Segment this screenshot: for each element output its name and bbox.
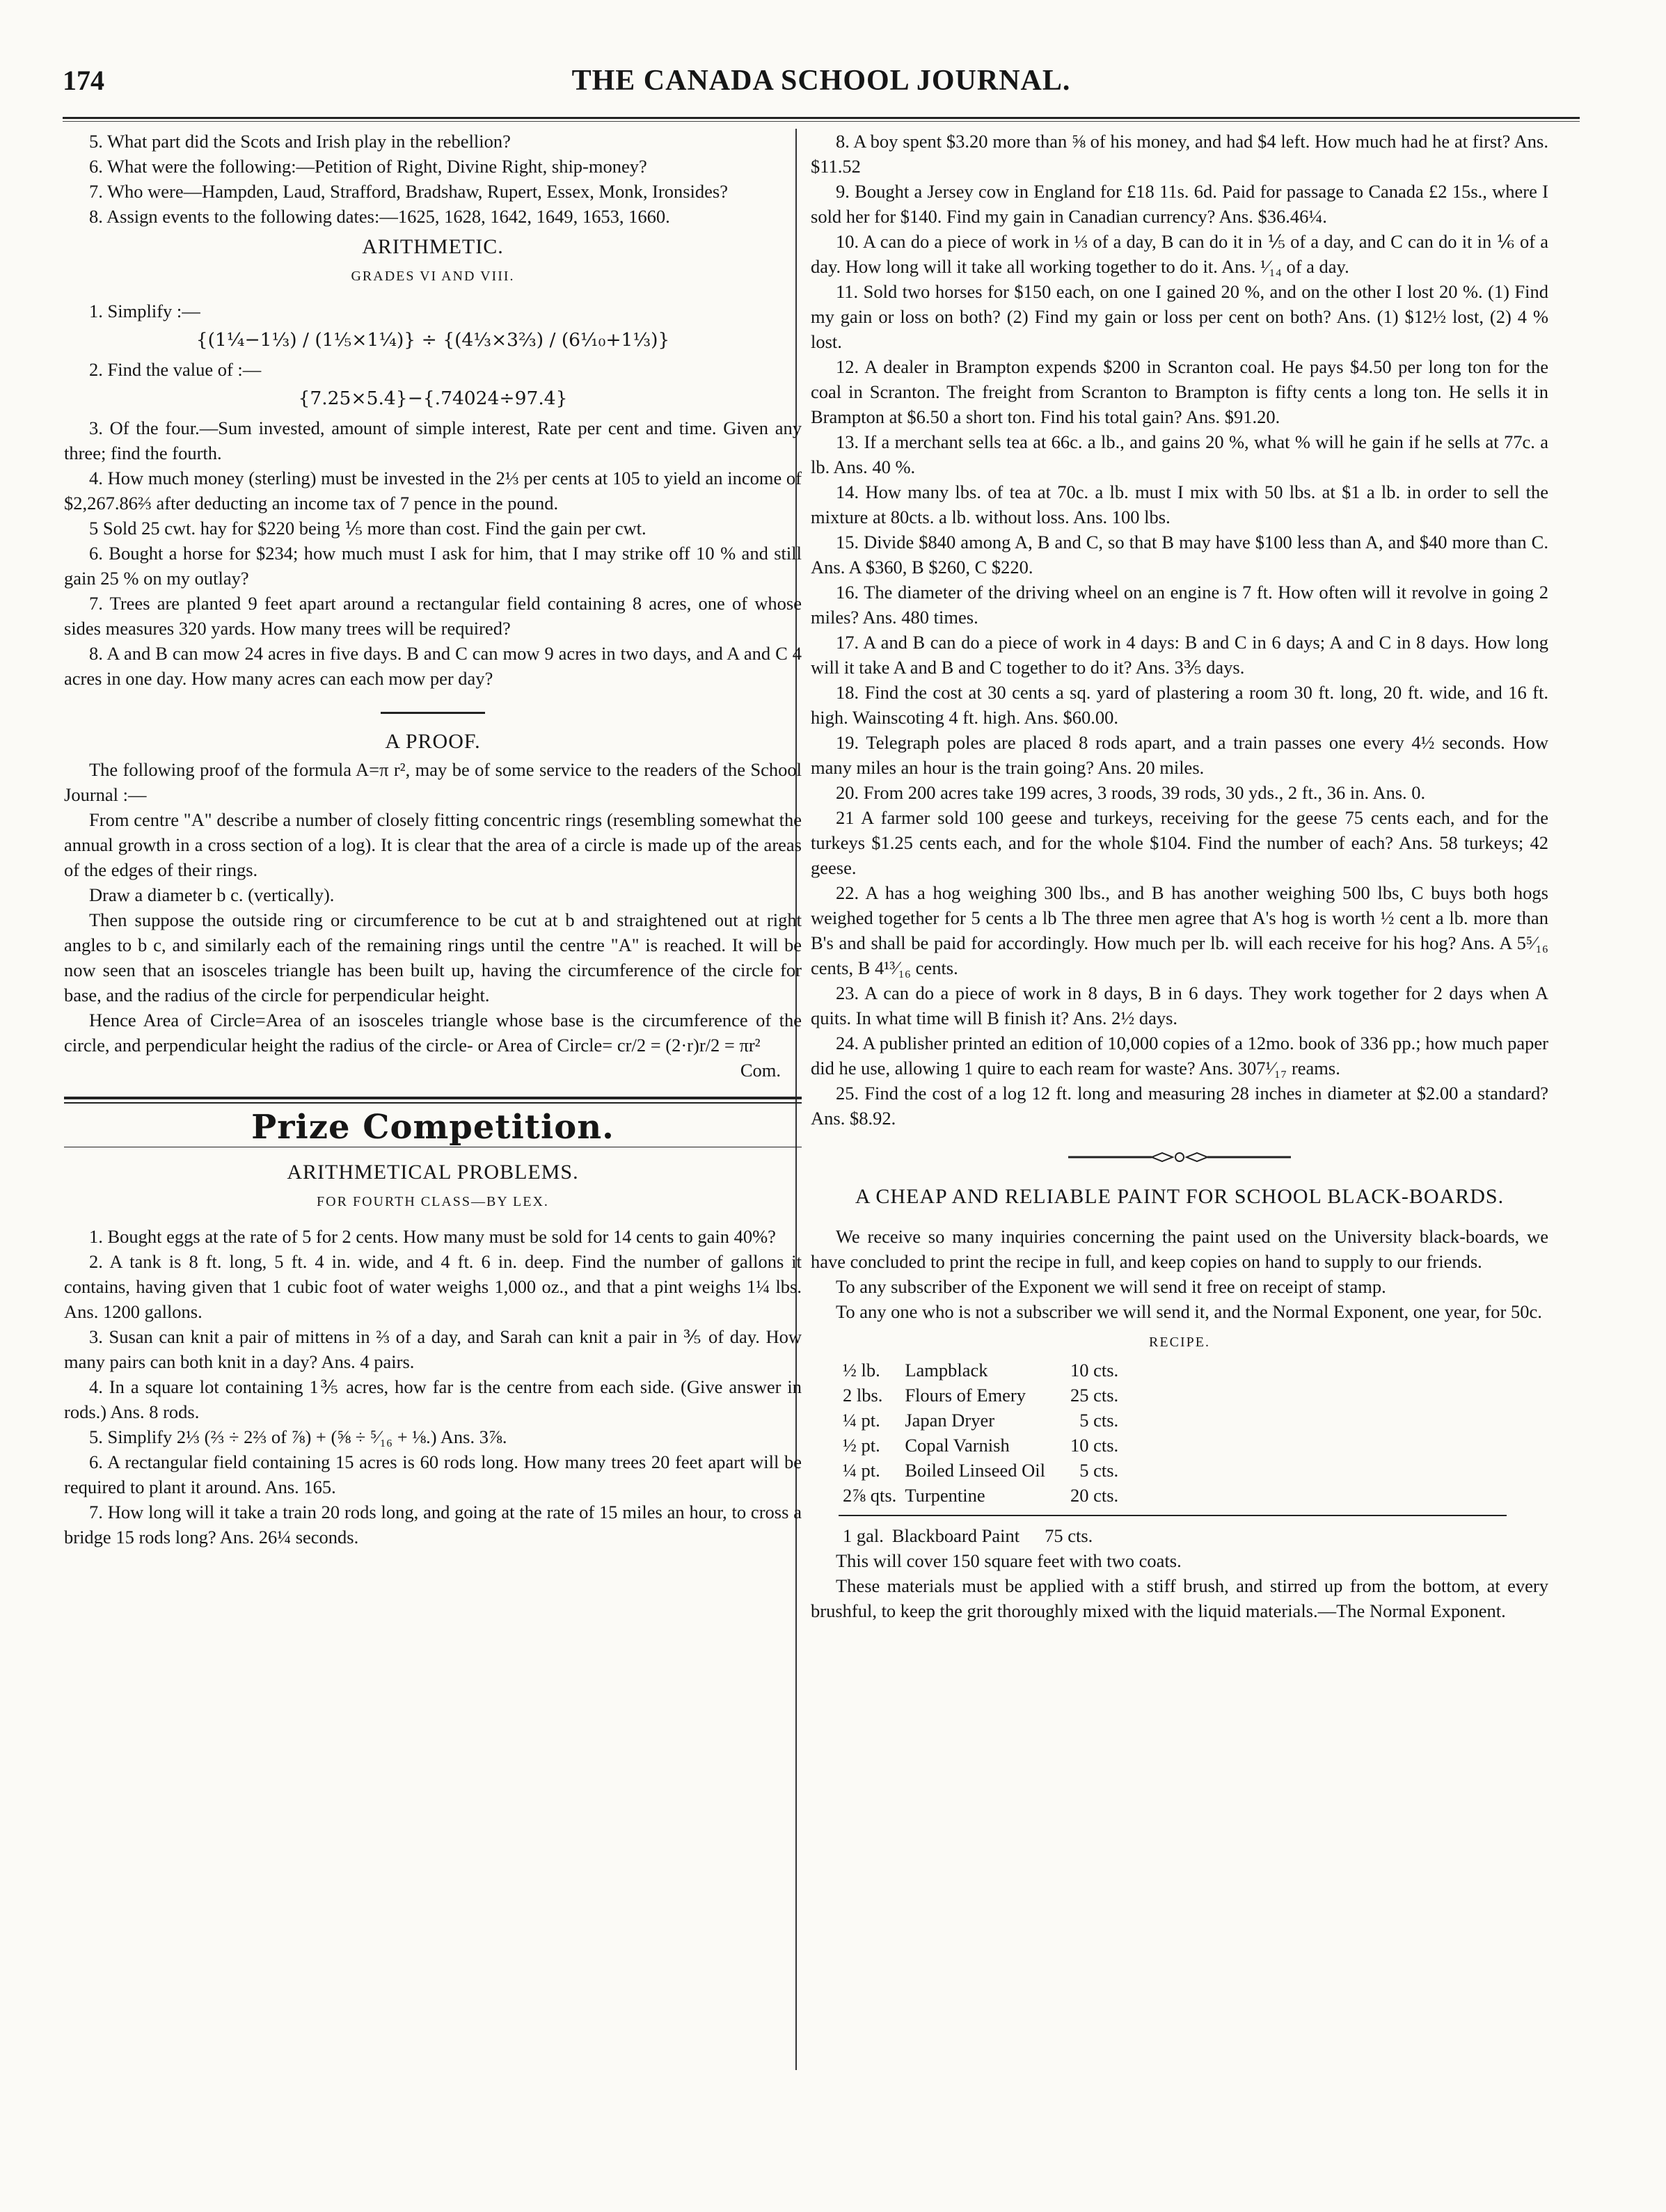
arithmetic-item: 6. Bought a horse for $234; how much must I ask for him, that I may strike off 10 % and still gain 25 % on my outlay?: [64, 543, 802, 589]
problem-item: 1. Bought eggs at the rate of 5 for 2 cents. How many must be sold for 14 cents to gain 40%?: [89, 1226, 776, 1247]
problem-item: 11. Sold two horses for $150 each, on one I gained 20 %, and on the other I lost 20 %. (1) Find my gain or loss on both? (2) Find my gain or loss per cent on both? Ans. (1) $12½ lost, (2) 4 % lost.: [811, 281, 1548, 352]
recipe-item: Boiled Linseed Oil: [905, 1460, 1045, 1481]
recipe-item: Japan Dryer: [905, 1410, 995, 1431]
proof-paragraph: Draw a diameter b c. (vertically).: [89, 884, 335, 905]
problem-item: 24. A publisher printed an edition of 10,000 copies of a 12mo. book of 336 pp.; how much paper did he use, allowing 1 quire to each ream for waste? Ans. 307¹⁄₁₇ reams.: [811, 1033, 1548, 1079]
recipe-qty: 2⅞ qts.: [843, 1485, 897, 1506]
arithmetic-item: 5 Sold 25 cwt. hay for $220 being ⅕ more than cost. Find the gain per cwt.: [89, 518, 646, 539]
recipe-item: Lampblack: [905, 1360, 988, 1380]
arithmetic-item: 2. Find the value of :—: [89, 359, 262, 380]
prize-competition-title: Prize Competition.: [251, 1108, 614, 1147]
recipe-row: [839, 1483, 1122, 1508]
problem-item: 5. Simplify 2⅓ (⅔ ÷ 2⅔ of ⅞) + (⅝ ÷ ⁵⁄₁₆ + ⅛.) Ans. 3⅞.: [89, 1426, 507, 1447]
ornament-icon: [1068, 1150, 1291, 1164]
problem-item: 21 A farmer sold 100 geese and turkeys, receiving for the geese 75 cents each, and for the turkeys $1.25 cents each, and for the whole $104. Find the number of each? Ans. 58 turkeys; 42 geese.: [811, 807, 1548, 878]
problems-subheading: FOR FOURTH CLASS—BY LEX.: [317, 1194, 549, 1209]
recipe-total: [839, 1523, 1097, 1548]
arithmetic-item: 8. A and B can mow 24 acres in five days. B and C can mow 9 acres in two days, and A and C 4 acres in one day. How many acres can each mow per day?: [64, 643, 802, 689]
proof-paragraph: Hence Area of Circle=Area of an isosceles triangle whose base is the circumference of the circle, and perpendicular height the radius of the circle- or Area of Circle= cr/2 = (2·r)r/2 = πr²: [64, 1010, 802, 1056]
history-item: 5. What part did the Scots and Irish play in the rebellion?: [89, 131, 511, 152]
proof-paragraph: Then suppose the outside ring or circumference to be cut at b and straightened out at right angles to b c, and similarly each of the remaining rings until the centre "A" is reached. It will be now seen that an isosceles triangle has been built up, having the circumference of the circle for base, and the radius of the circle for perpendicular height.: [64, 909, 802, 1005]
recipe-price: 5 cts.: [1079, 1460, 1119, 1481]
journal-title: THE CANADA SCHOOL JOURNAL.: [571, 65, 1071, 97]
recipe-sum-rule: [839, 1515, 1507, 1516]
recipe-heading: RECIPE.: [1149, 1335, 1210, 1350]
recipe-item: Turpentine: [905, 1485, 985, 1506]
recipe-qty: ¼ pt.: [843, 1410, 880, 1431]
paint-paragraph: We receive so many inquiries concerning the paint used on the University black-boards, we have concluded to print the recipe in full, and keep copies on hand to supply to our friends.: [811, 1226, 1548, 1272]
problem-item: 2. A tank is 8 ft. long, 5 ft. 4 in. wide, and 4 ft. 6 in. deep. Find the number of gallons it contains, having given that 1 cubic foot of water weighs 1,000 oz., and that a pint weighs 1¼ lbs. Ans. 1200 gallons.: [64, 1251, 802, 1322]
problem-item: 13. If a merchant sells tea at 66c. a lb., and gains 20 %, what % will he gain if he sells at 77c. a lb. Ans. 40 %.: [811, 431, 1548, 477]
problem-item: 14. How many lbs. of tea at 70c. a lb. must I mix with 50 lbs. at $1 a lb. in order to sell the mixture at 80cts. a lb. without loss. Ans. 100 lbs.: [811, 482, 1548, 527]
left-column: [64, 129, 802, 1550]
recipe-row: [839, 1458, 1122, 1483]
recipe-price: 25 cts.: [1070, 1385, 1119, 1406]
problem-item: 23. A can do a piece of work in 8 days, B in 6 days. They work together for 2 days when A quits. In what time will B finish it? Ans. 2½ days.: [811, 982, 1548, 1028]
proof-paragraph: The following proof of the formula A=π r², may be of some service to the readers of the School Journal :—: [64, 759, 802, 805]
arithmetic-heading: ARITHMETIC.: [362, 235, 504, 258]
recipe-item: Blackboard Paint: [891, 1525, 1020, 1546]
recipe-item: Copal Varnish: [905, 1435, 1010, 1456]
problem-item: 20. From 200 acres take 199 acres, 3 roods, 39 rods, 30 yds., 2 ft., 36 in. Ans. 0.: [836, 782, 1426, 803]
recipe-qty: ¼ pt.: [843, 1460, 880, 1481]
recipe-qty: ½ pt.: [843, 1435, 880, 1456]
proof-signature: Com.: [740, 1060, 781, 1081]
problems-heading: ARITHMETICAL PROBLEMS.: [287, 1161, 579, 1184]
page-number: 174: [63, 65, 104, 96]
history-item: 7. Who were—Hampden, Laud, Strafford, Bradshaw, Rupert, Essex, Monk, Ironsides?: [89, 181, 728, 202]
recipe-row: [839, 1433, 1122, 1458]
recipe-price: 20 cts.: [1070, 1485, 1119, 1506]
right-column: [811, 129, 1548, 1623]
problem-item: 12. A dealer in Brampton expends $200 in Scranton coal. He pays $4.50 per long ton for the coal in Scranton. The freight from Scranton to Brampton is fifty cents a long ton. He sells it in Brampton at $6.50 a short ton. Find his total gain? Ans. $91.20.: [811, 356, 1548, 427]
proof-paragraph: From centre "A" describe a number of closely fitting concentric rings (resembling somewhat the annual growth in a cross section of a log). It is clear that the area of a circle is made up of the areas of the edges of their rings.: [64, 809, 802, 880]
ornament-divider: [811, 1146, 1548, 1171]
double-rule: [64, 1097, 802, 1104]
problem-item: 18. Find the cost at 30 cents a sq. yard of plastering a room 30 ft. long, 20 ft. wide, and 16 ft. high. Wainscoting 4 ft. high. Ans. $60.00.: [811, 682, 1548, 728]
recipe-row: [839, 1383, 1122, 1408]
recipe-qty: ½ lb.: [843, 1360, 880, 1380]
section-rule: [381, 712, 485, 714]
recipe-qty: 1 gal.: [843, 1525, 884, 1546]
formula: {7.25×5.4}−{.74024÷97.4}: [298, 388, 568, 409]
problem-item: 15. Divide $840 among A, B and C, so that B may have $100 less than A, and $40 more than C. Ans. A $360, B $260, C $220.: [811, 532, 1548, 578]
recipe-qty: 2 lbs.: [843, 1385, 883, 1406]
header-rule: [63, 117, 1580, 119]
problem-item: 6. A rectangular field containing 15 acres is 60 rods long. How many trees 20 feet apart will be required to plant it around. Ans. 165.: [64, 1451, 802, 1497]
formula: {(1¼−1⅓) / (1⅕×1¼)} ÷ {(4⅓×3⅔) / (6⅒+1⅓)}: [196, 329, 670, 351]
problem-item: 16. The diameter of the driving wheel on an engine is 7 ft. How often will it revolve in going 2 miles? Ans. 480 times.: [811, 582, 1548, 628]
page-header: [63, 64, 1580, 106]
closing-paragraph: These materials must be applied with a stiff brush, and stirred up from the bottom, at every brushful, to keep the grit thoroughly mixed with the liquid materials.—The Normal Exponent.: [811, 1575, 1548, 1621]
problem-item: 9. Bought a Jersey cow in England for £18 11s. 6d. Paid for passage to Canada £2 15s., where I sold her for $140. Find my gain in Canadian currency? Ans. $36.46¼.: [811, 181, 1548, 227]
history-item: 8. Assign events to the following dates:—1625, 1628, 1642, 1649, 1653, 1660.: [89, 206, 670, 227]
arithmetic-item: 1. Simplify :—: [89, 301, 200, 321]
problem-item: 17. A and B can do a piece of work in 4 days: B and C in 6 days; A and C in 8 days. How long will it take A and B and C together to do it? Ans. 3⅗ days.: [811, 632, 1548, 678]
arithmetic-grades: GRADES VI AND VIII.: [351, 269, 515, 284]
header-rule-thin: [63, 121, 1580, 122]
problem-item: 7. How long will it take a train 20 rods long, and going at the rate of 15 miles an hour, to cross a bridge 15 rods long? Ans. 26¼ seconds.: [64, 1502, 802, 1547]
recipe-total-row: [839, 1523, 1097, 1548]
recipe-item: Flours of Emery: [905, 1385, 1026, 1406]
closing-paragraph: This will cover 150 square feet with two coats.: [836, 1550, 1182, 1571]
problem-item: 3. Susan can knit a pair of mittens in ⅔ of a day, and Sarah can knit a pair in ⅗ of day. How many pairs can both knit in a day? Ans. 4 pairs.: [64, 1326, 802, 1372]
problem-item: 8. A boy spent $3.20 more than ⅝ of his money, and had $4 left. How much had he at first? Ans. $11.52: [811, 131, 1548, 177]
problem-item: 22. A has a hog weighing 300 lbs., and B has another weighing 500 lbs, C buys both hogs weighed together for 5 cents a lb The three men agree that A's hog is worth ½ cent a lb. more than B's and shall be paid for accordingly. How much per lb. will each receive for his hog? Ans. A 5⁵⁄₁₆ cents, B 4¹³⁄₁₆ cents.: [811, 882, 1548, 978]
arithmetic-item: 7. Trees are planted 9 feet apart around a rectangular field containing 8 acres, one of whose sides measures 320 yards. How many trees will be required?: [64, 593, 802, 639]
problem-item: 10. A can do a piece of work in ⅓ of a day, B can do it in ⅕ of a day, and C can do it in ⅙ of a day. How long will it take all working together to do it. Ans. ¹⁄₁₄ of a day.: [811, 231, 1548, 277]
arithmetic-item: 4. How much money (sterling) must be invested in the 2⅓ per cents at 105 to yield an income of $2,267.86⅔ after deducting an income tax of 7 pence in the pound.: [64, 468, 802, 514]
arithmetic-item: 3. Of the four.—Sum invested, amount of simple interest, Rate per cent and time. Given any three; find the fourth.: [64, 417, 802, 463]
paint-paragraph: To any subscriber of the Exponent we will send it free on receipt of stamp.: [836, 1276, 1386, 1297]
history-item: 6. What were the following:—Petition of Right, Divine Right, ship-money?: [89, 156, 647, 177]
problem-item: 25. Find the cost of a log 12 ft. long and measuring 28 inches in diameter at $2.00 a standard? Ans. $8.92.: [811, 1083, 1548, 1129]
recipe-row: [839, 1408, 1122, 1433]
problem-item: 4. In a square lot containing 1⅗ acres, how far is the centre from each side. (Give answer in rods.) Ans. 8 rods.: [64, 1376, 802, 1422]
recipe-price: 75 cts.: [1045, 1525, 1093, 1546]
problem-item: 19. Telegraph poles are placed 8 rods apart, and a train passes one every 4½ seconds. How many miles an hour is the train going? Ans. 20 miles.: [811, 732, 1548, 778]
proof-heading: A PROOF.: [385, 730, 481, 753]
recipe-table: [839, 1358, 1122, 1508]
paint-paragraph: To any one who is not a subscriber we will send it, and the Normal Exponent, one year, for 50c.: [836, 1301, 1542, 1322]
recipe-price: 10 cts.: [1070, 1435, 1119, 1456]
recipe-price: 5 cts.: [1079, 1410, 1119, 1431]
paint-heading: A CHEAP AND RELIABLE PAINT FOR SCHOOL BLACK-BOARDS.: [855, 1185, 1505, 1208]
recipe-row: [839, 1358, 1122, 1383]
recipe-price: 10 cts.: [1070, 1360, 1119, 1380]
